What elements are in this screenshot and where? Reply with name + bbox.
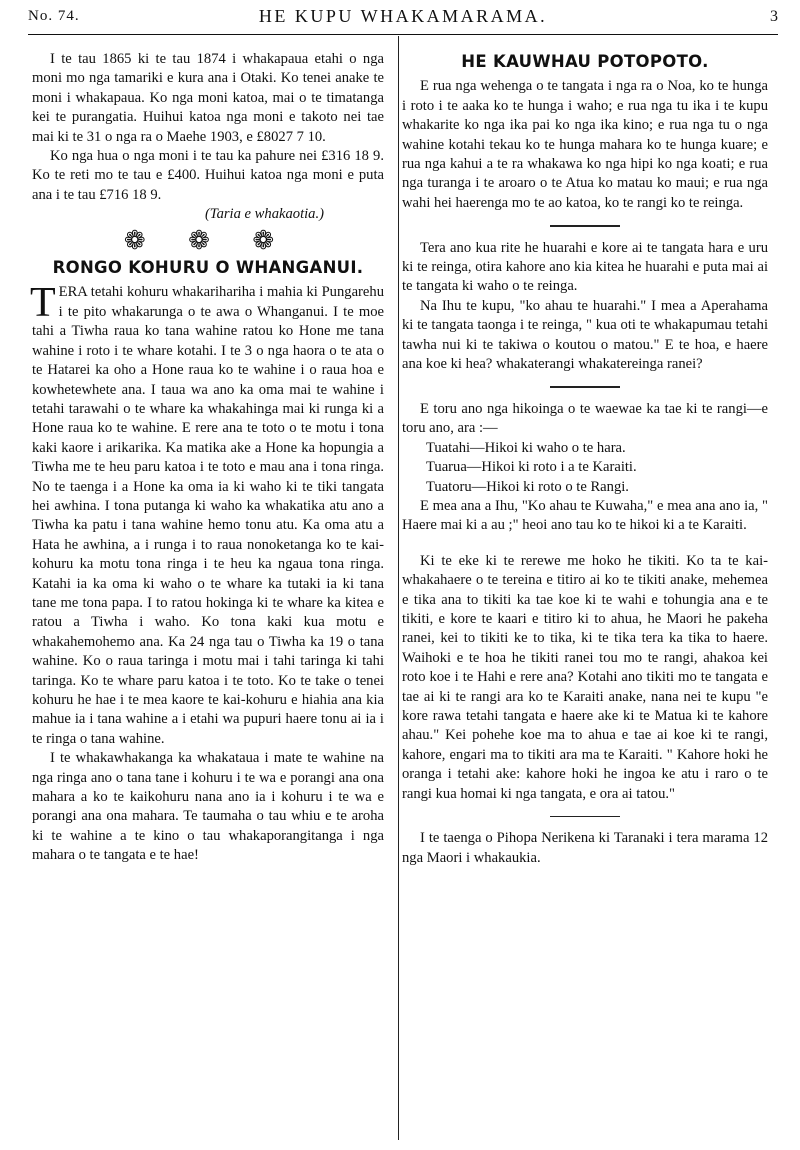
verse-tuatoru: Tuatoru—Hikoi ki roto o te Rangi. bbox=[426, 478, 629, 495]
flower-ornament-icon: ❁ ❁ ❁ bbox=[123, 225, 293, 255]
paragraph-pihopa: I te taenga o Pihopa Nerikena ki Taranaki i tera marama 12 nga Maori i whakaukia. bbox=[402, 830, 768, 866]
drop-cap: T bbox=[30, 280, 56, 327]
page-header bbox=[28, 2, 778, 35]
paragraph-huarahi: Tera ano kua rite he huarahi e kore ai te tangata hara e uru ki te reinga, otira kahore ano kia kitea he huarahi e puta mai ai te tangata ki waho o te reinga. bbox=[402, 239, 768, 295]
paragraph-hikoinga: E toru ano nga hikoinga o te waewae ka tae ki te rangi—e toru ano, ara :— bbox=[402, 400, 768, 437]
paragraph-whakawa: I te whakawhakanga ka whakataua i mate te wahine na nga ringa ano o tana tane i kohuru i te wa e porangi ana ona mahara a ko te kaikohuru nana ano ia i kohuru i te wa e porangi ana ona mahara. Te taumaha o tau whiu e te aroha ki te wahine a te kino o tau whakaporangitanga i nga mahara o te tangata e te hae! bbox=[32, 750, 384, 864]
verse-tuarua: Tuarua—Hikoi ki roto i a te Karaiti. bbox=[426, 459, 637, 476]
verse-tuatahi: Tuatahi—Hikoi ki waho o te hara. bbox=[426, 439, 626, 456]
section-rule bbox=[550, 225, 620, 226]
issue-number: No. 74. bbox=[28, 8, 80, 24]
column-divider bbox=[398, 36, 399, 1140]
article-headline-rongo-kohuru: RONGO KOHURU O WHANGANUI. bbox=[52, 258, 364, 278]
article-body-kohuru bbox=[30, 280, 384, 749]
paragraph-hua: Ko nga hua o nga moni i te tau ka pahure nei £316 18 9. Ko te reti mo te tau e £400. Huihui katoa nga moni e puta ana i te tau £716 18 9. bbox=[32, 148, 384, 203]
paragraph-tikiti: Ki te eke ki te rerewe me hoko he tikiti. Ko ta te kai-whakahaere o te tereina e titiro ai ko te tikiti anake, mehemea e tika ana to tikiti ka tae koe ki te wahi e tohungia ana e te tikiti, e kore te kaari e titiro ki to ahua, he Maori he pakeha ranei, kei to tikiti ke to tika, ki te tika tera ka tika to haere. Waihoki e te hoa he tikiti ranei tou mo te rangi, ahakoa kei roto koe i te Hahi e rere ana? Kotahi ano tikiti mo te tangata e tae ai ki te rangi ara ko te Karaiti anake, nana nei te kupu "e kore rawa tetahi tangata e haere ake ki te Matua ki te kahore ahau." Kei pohehe koe ma to ahua e tae ai koe ki te rangi, kahore, engari ma to tikiti ara ma te Karaiti. " Kahore hoki he oranga i tetahi ake: kahore hoki he ingoa ke atu i raro o te rangi kua homai ki nga tangata, e ora ai tatou." bbox=[402, 552, 768, 802]
article-headline-kauwhau: HE KAUWHAU POTOPOTO. bbox=[461, 52, 709, 71]
section-rule bbox=[550, 386, 620, 387]
continued-note: (Taria e whakaotia.) bbox=[204, 206, 324, 223]
paragraph-wehenga: E rua nga wehenga o te tangata i nga ra o Noa, ko te hunga i roto i te aaka ko te hunga i waho; e rua nga tu ika i te kupu whakarite ko nga ika pai ko nga ika kino; e rua nga tu o nga wahine kotahi tekau ko te hunga mahara ko te hunga kuare; e rua nga kahui a te ra whakawa ko nga hipi ko nga koati; e rua nga turanga i te aroaro o te Atua ko matau ko maui; e rua nga wahi hei haerenga mo te ao katoa, ko te rangi ko te reinga. bbox=[402, 78, 768, 211]
kohuru-text: ERA tetahi kohuru whakarihariha i mahia ki Pungarehu i te pito whakarunga o te awa o Whanganui. I te moe tahi a Tiwha raua ko tana wahine ratou ko Hone me tana wahine i roto i te whare kotahi. I te 3 o nga haora o te ata o te Hatarei ka oho a Hone raua ko te wahine i o raua hoa e kowhetewhete ana. I taua wa ano ka oma mai te wahine i tetahi tarawahi o te whare ka whakahinga mai ki runga ki a Hone raua ko te wahine. E rere ana te toto o te motu i tona kaki kaore i arikarika. Ka matika ake a Hone ka hopungia a Tiwha me te heu paru katoa i te toto e mau ana i tona ringa. No te taenga i a Hone ka oma ia ki waho ki te tiki tangata hei awhina. I tona putanga ki waho ka whakatika atu ano a Tiwha ka patu i tana wahine hemo tonu atu. Ka oma atu a Hata he awhina, a i runga i to raua nonoketanga ko te kai-kohuru ka motu tona ringa i te heu ka ngaua tona ringa. Katahi ia ka oma ki waho o te whare ka tutaki ia ki tana tane me tona papa. I to ratou hokinga ki te whare ka kitea e ratou a Tiwha i waho. Ko tona kaki kua motu e whakahemohemo ana. Ka 24 nga tau o Tiwha ka 19 o tana wahine. Ko o raua taringa i motu mai i tahi taringa ki tahi taringa. Ko te whare paru katoa i te toto. Ko te take o tenei kohuru he hae i te mea kaore te kai-kohuru e hiahia ana kia mahue ia i tana wahine a i etahi wa pupuri haere tonu ai ia i te ringa o tana wahine. bbox=[32, 284, 384, 747]
section-rule bbox=[550, 816, 620, 817]
left-column bbox=[32, 50, 384, 866]
spacer bbox=[402, 536, 768, 552]
paragraph-moni: I te tau 1865 ki te tau 1874 i whakapaua etahi o nga moni mo nga tamariki e kura ana i Otaki. Ko tenei anake te moni i whakapaua. Ko nga moni katoa, mai o te timatanga kei te purangatia. Huihui katoa nga moni e takoto nei tae mai ki te 31 o nga ra o Maehe 1903, e £8027 7 10. bbox=[32, 51, 384, 145]
paragraph-ihu: Na Ihu te kupu, "ko ahau te huarahi." I mea a Aperahama ki te tangata taonga i te reinga, " kua oti te whakapumau tetahi tawha nui ki te takiwa o koutou o matou." E te hoa, e haere ana koe ki hea? whakaterangi whakatereinga ranei? bbox=[402, 297, 768, 373]
right-column bbox=[402, 48, 768, 868]
page-title: HE KUPU WHAKAMARAMA. bbox=[258, 6, 548, 26]
paragraph-kuwaha: E mea ana a Ihu, "Ko ahau te Kuwaha," e mea ana ano ia, " Haere mai ki a au ;" heoi ano tau ko te hikoi ki a te Karaiti. bbox=[402, 497, 768, 534]
page-number: 3 bbox=[770, 8, 778, 25]
